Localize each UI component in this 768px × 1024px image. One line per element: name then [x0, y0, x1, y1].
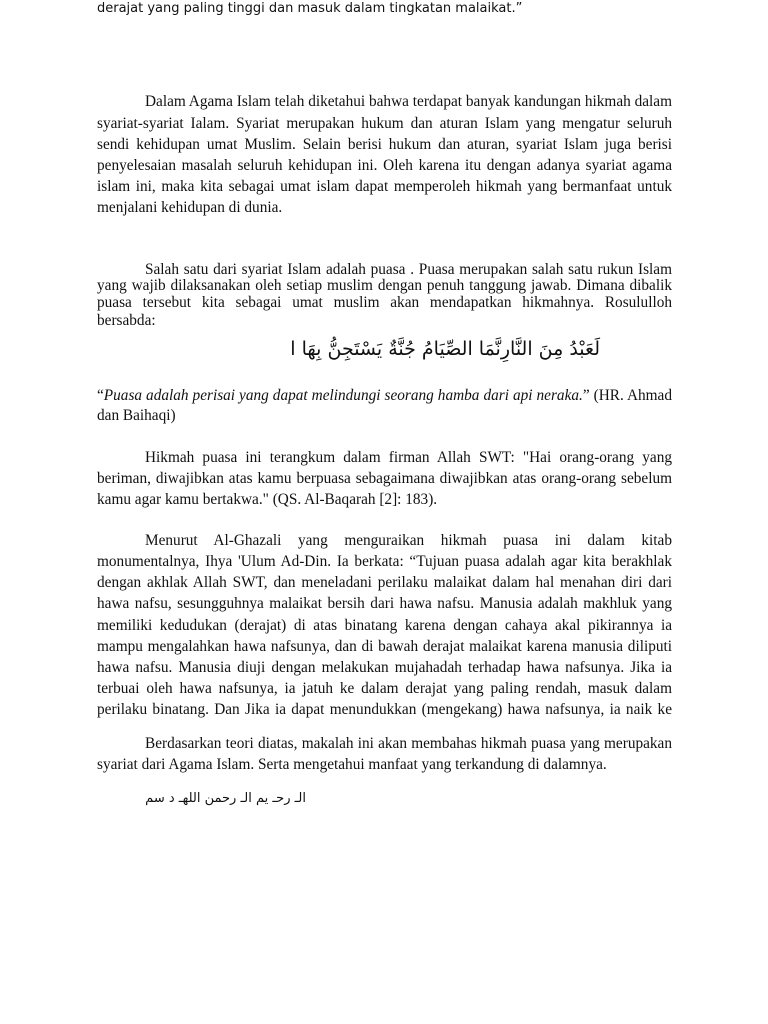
paragraph-1-line: Dalam Agama Islam telah diketahui bahwa terdapat banyak kandungan hikmah dalam: [145, 93, 672, 110]
paragraph-3-line: beriman, diwajibkan atas kamu berpuasa sebagaimana diwajibkan atas orang-orang sebelum: [97, 470, 672, 487]
paragraph-1-line: penyelesaian masalah seluruh kehidupan ini. Oleh karena itu dengan adanya syariat agama: [97, 157, 672, 174]
quote-line-1: [97, 387, 672, 405]
quote-text: Puasa adalah perisai yang dapat melindungi seorang hamba dari api neraka.: [103, 387, 583, 404]
basmalah-arabic: الـ رحـ يم الـ رحمن اللهـ د سم: [145, 791, 306, 806]
paragraph-4-line: perilaku binatang. Dan Jika ia dapat menundukkan (mengekang) hawa nafsunya, ia naik ke: [97, 701, 672, 718]
hadith-arabic: لَعَبْدُ مِنَ النَّارِنَّمَا الصِّيَامُ جُنَّةٌ يَسْتَجِنُّ بِهَا ا: [290, 338, 600, 360]
paragraph-4-line: monumentalnya, Ihya 'Ulum Ad-Din. Ia berkata: “Tujuan puasa adalah agar kita berakhlak: [97, 553, 672, 570]
quote-source: ” (HR. Ahmad: [582, 387, 672, 404]
paragraph-4-line: mampu mengalahkan hawa nafsunya, dan di bawah derajat malaikat karena manusia diliputi: [97, 638, 672, 655]
paragraph-1-line: islam ini, maka kita sebagai umat islam dapat memperoleh hikmah yang bermanfaat untuk: [97, 178, 672, 195]
quote-line-2: dan Baihaqi): [97, 407, 176, 424]
paragraph-4-line: Menurut Al-Ghazali yang menguraikan hikmah puasa ini dalam kitab: [145, 532, 672, 549]
paragraph-2-line: puasa tersebut kita sebagai umat muslim akan mendapatkan hikmahnya. Rosululloh: [97, 294, 672, 311]
paragraph-3-line: Hikmah puasa ini terangkum dalam firman Allah SWT: "Hai orang-orang yang: [145, 449, 672, 466]
paragraph-4-line: hawa nafsu. Manusia diuji dengan melakukan mujahadah terhadap hawa nafsunya. Jika ia: [97, 659, 672, 676]
quote-open: “: [97, 387, 104, 404]
paragraph-1-line: menjalani kehidupan di dunia.: [97, 199, 283, 216]
paragraph-4-line: terbuai oleh hawa nafsunya, ia jatuh ke dalam derajat yang paling rendah, masuk dalam: [97, 680, 672, 697]
paragraph-4-line: memiliki kedudukan (derajat) di atas binatang karena dengan cahaya akal pikirannya ia: [97, 617, 672, 634]
paragraph-4-line: dengan akhlak Allah SWT, dan meneladani perilaku malaikat dalam hal menahan diri dari: [97, 574, 672, 591]
paragraph-1-line: sendi kehidupan umat Muslim. Selain berisi hukum dan aturan, syariat Islam juga berisi: [97, 136, 672, 153]
paragraph-3-line: kamu agar kamu bertakwa." (QS. Al-Baqarah [2]: 183).: [97, 491, 438, 508]
paragraph-2-line: Salah satu dari syariat Islam adalah puasa . Puasa merupakan salah satu rukun Islam: [145, 261, 672, 278]
paragraph-2-line: bersabda:: [97, 312, 156, 329]
paragraph-5-line: syariat dari Agama Islam. Serta mengetahui manfaat yang terkandung di dalamnya.: [97, 756, 607, 773]
paragraph-4-line: hawa nafsu, sesungguhnya malaikat bersih dari hawa nafsu. Manusia adalah makhluk yang: [97, 595, 672, 612]
paragraph-1-line: syariat-syariat Ialam. Syariat merupakan hukum dan aturan Islam yang mengatur seluruh: [97, 115, 672, 132]
paragraph-2-line: yang wajib dilaksanakan oleh setiap muslim dengan penuh tanggung jawab. Dimana dibalik: [97, 277, 672, 294]
paragraph-4-line: derajat yang paling tinggi dan masuk dalam tingkatan malaikat.”: [97, 1, 523, 16]
paragraph-5-line: Berdasarkan teori diatas, makalah ini akan membahas hikmah puasa yang merupakan: [145, 735, 672, 752]
